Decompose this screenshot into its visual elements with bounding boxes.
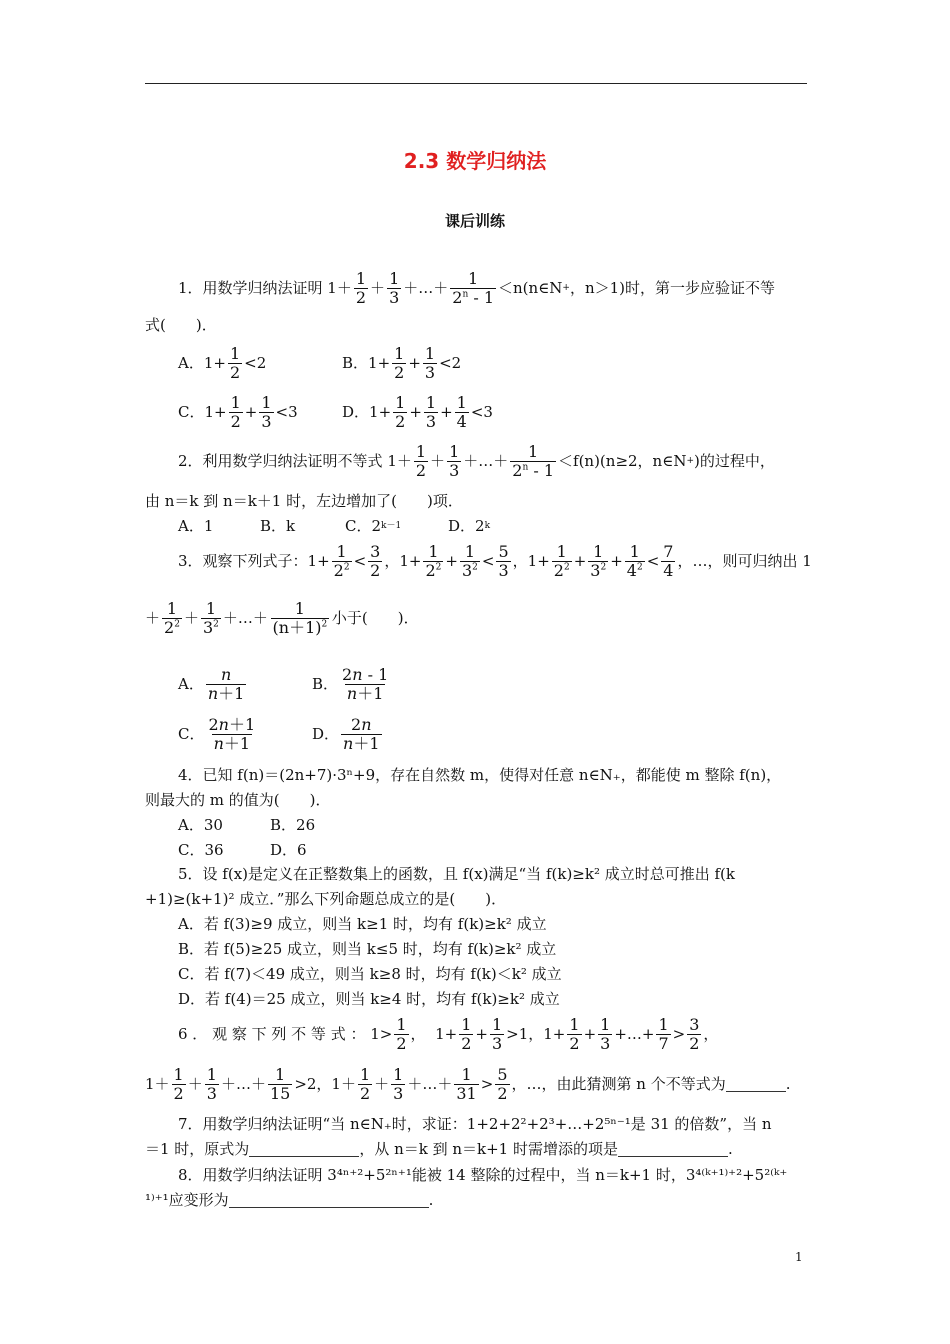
q5-option-b[interactable]: B．若 f(5)≥25 成立，则当 k≤5 时，均有 f(k)≥k² 成立 <box>178 940 557 958</box>
q5-stem-line2: +1)≥(k+1)² 成立．”那么下列命题总成立的是( )． <box>145 890 507 908</box>
page-title: 2.3 数学归纳法 <box>403 149 547 173</box>
q7-stem-line2: ＝1 时，原式为 ，从 n＝k 到 n＝k+1 时需增添的项是 . <box>145 1140 733 1158</box>
q3-option-a[interactable]: A． n n＋1 <box>178 665 245 704</box>
q4-stem-line2: 则最大的 m 的值为( )． <box>145 791 331 809</box>
q1-option-b[interactable]: B．1+ $\frac{1}{2}$ + 1 3 <2 <box>342 344 462 383</box>
q5-option-c[interactable]: C．若 f(7)＜49 成立，则当 k≥8 时，均有 f(k)＜k² 成立 <box>178 965 562 983</box>
q7-answer-blank-2[interactable] <box>618 1142 728 1157</box>
q8-stem: 8．用数学归纳法证明 3⁴ⁿ⁺²+5²ⁿ⁺¹能被 14 整除的过程中，当 n＝k+1 时，3⁴⁽ᵏ⁺¹⁾⁺²+5²⁽ᵏ⁺ <box>178 1166 788 1184</box>
page-number: 1 <box>795 1250 803 1264</box>
q2-stem: 2．利用数学归纳法证明不等式 1＋ 1 2 ＋ 1 3 ＋…＋ 1 2$^n$ - 1 ＜f(n)(n≥2，n∈N + )的过程中， <box>178 442 775 481</box>
q2-option-a[interactable]: A．1 <box>178 517 214 535</box>
q2-option-b[interactable]: B．k <box>260 517 296 535</box>
q5-stem: 5．设 f(x)是定义在正整数集上的函数，且 f(x)满足“当 f(k)≥k² 成立时总可推出 f(k <box>178 865 735 883</box>
q5-option-d[interactable]: D．若 f(4)＝25 成立，则当 k≥4 时，均有 f(k)≥k² 成立 <box>178 990 560 1008</box>
q4-option-c[interactable]: C．36 <box>178 841 224 859</box>
q6-answer-blank[interactable] <box>726 1077 786 1092</box>
q3-option-d[interactable]: D． 2n n＋1 <box>312 715 380 754</box>
q1-stem-line2: 式( )． <box>145 316 217 334</box>
q1-option-d[interactable]: D．1+ $\frac{1}{2}$ + 1 3 + 1 4 <3 <box>342 393 493 432</box>
q1-option-a[interactable]: A．1+ $\frac{1}{2}$ <2 <box>178 344 267 383</box>
q1-stem: 1．用数学归纳法证明 1＋ 1 2 ＋ 1 3 ＋…＋ 1 2$^n$ - 1 ＜n(n∈N + ，n＞1)时，第一步应验证不等 <box>178 269 776 308</box>
q4-option-b[interactable]: B．26 <box>270 816 316 834</box>
q2-option-d[interactable]: D．2 k <box>448 517 491 535</box>
q2-option-c[interactable]: C．2 k－1 <box>345 517 402 535</box>
q8-stem-line2: ¹⁾⁺¹应变形为 . <box>145 1191 434 1209</box>
q3-stem: 3．观察下列式子：1+ $\frac{1}{2^2}$ < 3 2 ，1+ 1 $2^2$ + 1 $3^2$ < 5 3 ，1+ 1 $2^2$ + 1 $3^2$ + 1 $4^2$ < 7 4 ，…，则可归纳出 1 <box>178 542 812 581</box>
q8-answer-blank[interactable] <box>229 1193 429 1208</box>
q4-stem: 4．已知 f(n)＝(2n+7)·3ⁿ+9，存在自然数 m，使得对任意 n∈N₊，都能使 m 整除 f(n)， <box>178 766 782 784</box>
q6-stem: 6 ． 观 察 下 列 不 等 式 ： 1> 1 2 ， 1+ 1 2 + 1 3 >1，1+ 1 2 + 1 3 +…+ 1 7 > 3 2 ， <box>178 1015 719 1054</box>
header-rule <box>145 83 807 84</box>
q3-stem-line2: ＋ 1 $2^2$ ＋ 1 $3^2$ ＋…＋ 1 $(n+1)^2$ 小于( )． <box>145 599 419 638</box>
q3-option-b[interactable]: B． 2n - 1 n＋1 <box>312 665 389 704</box>
q6-stem-line2: 1＋ 1 2 ＋ 1 3 ＋…＋ 1 15 >2，1＋ 1 2 ＋ 1 3 ＋…＋ 1 31 > 5 2 ，…，由此猜测第 n 个不等式为 . <box>145 1065 791 1104</box>
q4-option-a[interactable]: A．30 <box>178 816 223 834</box>
q3-option-c[interactable]: C． 2n＋1 n＋1 <box>178 715 256 754</box>
q1-option-c[interactable]: C．1+ $\frac{1}{2}$ + 1 3 <3 <box>178 393 298 432</box>
q2-stem-line2: 由 n＝k 到 n＝k＋1 时，左边增加了( )项． <box>145 492 463 510</box>
section-subtitle: 课后训练 <box>444 212 505 230</box>
q5-option-a[interactable]: A．若 f(3)≥9 成立，则当 k≥1 时，均有 f(k)≥k² 成立 <box>178 915 547 933</box>
q4-option-d[interactable]: D．6 <box>270 841 307 859</box>
q7-stem: 7．用数学归纳法证明“当 n∈N₊时，求证：1+2+2²+2³+…+2⁵ⁿ⁻¹是 31 的倍数”，当 n <box>178 1115 772 1133</box>
q7-answer-blank-1[interactable] <box>249 1142 359 1157</box>
